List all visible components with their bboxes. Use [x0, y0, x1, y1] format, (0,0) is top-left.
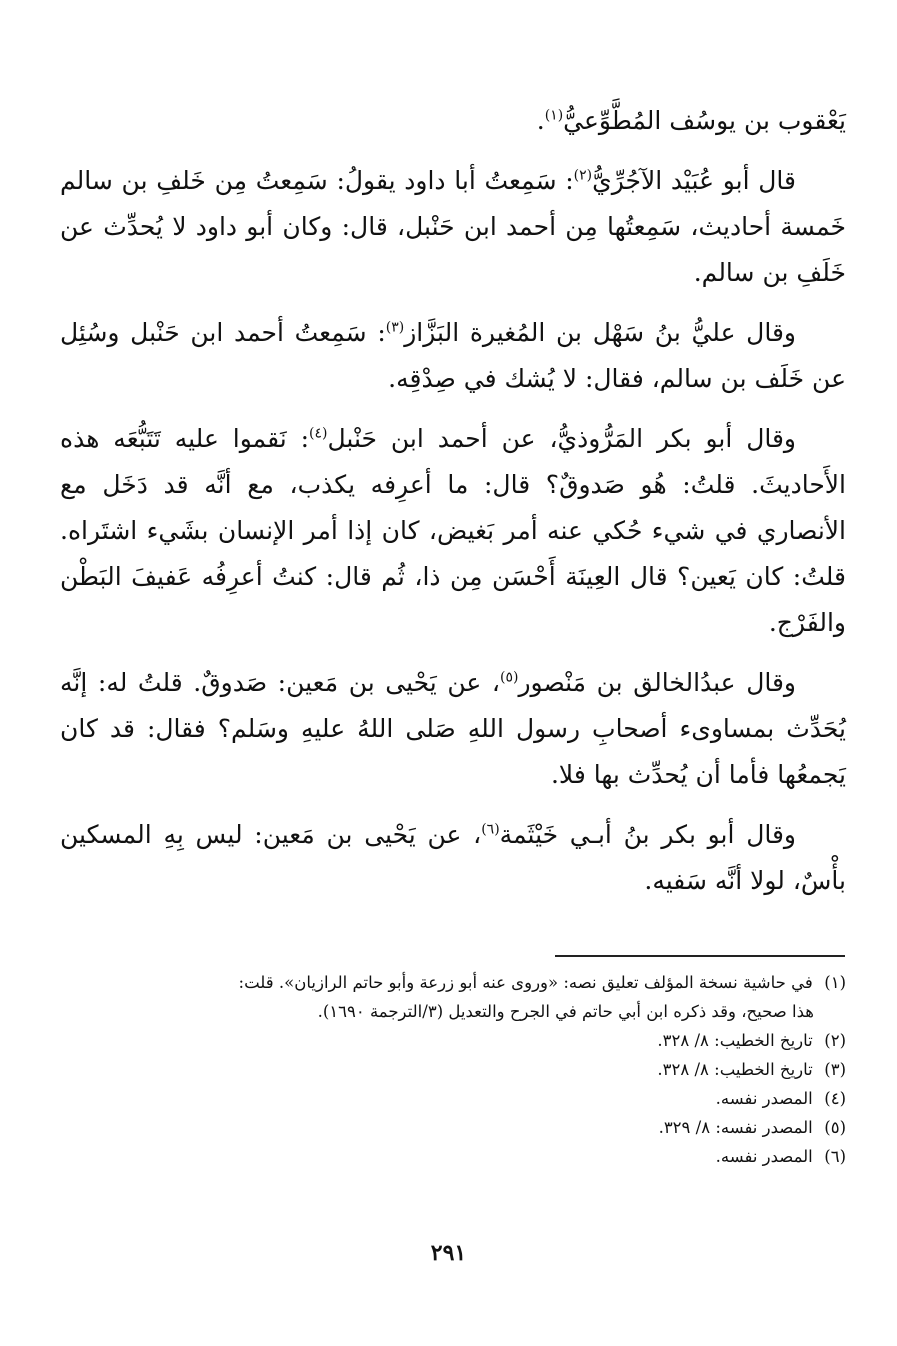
- footnote-1-continuation: [60, 997, 846, 1026]
- footnote-separator: [555, 955, 845, 957]
- footnote-4-text: المصدر نفسه.: [715, 1089, 813, 1108]
- footnote-4-number: (٤): [824, 1089, 846, 1108]
- footnote-4: [60, 1084, 846, 1113]
- footnote-6-number: (٦): [824, 1147, 846, 1166]
- footnote-ref-5: (٥): [499, 669, 519, 686]
- paragraph-2: [60, 158, 846, 296]
- main-text: [60, 98, 846, 904]
- footnote-5-text: المصدر نفسه: ٨/ ٣٢٩.: [658, 1118, 813, 1137]
- paragraph-3: [60, 310, 846, 402]
- paragraph-1-end: .: [536, 106, 545, 135]
- footnotes: [60, 968, 846, 1171]
- paragraph-4: [60, 416, 846, 646]
- paragraph-6: [60, 812, 846, 904]
- page-number: ٢٩١: [430, 1240, 467, 1266]
- footnote-1-text-line-1: في حاشية نسخة المؤلف تعليق نصه: «وروى عنه أبو زرعة وأبو حاتم الرازيان». قلت:: [238, 973, 813, 992]
- paragraph-3-lead: وقال عليُّ بنُ سَهْل بن المُغيرة البَزَّاز: [404, 318, 796, 347]
- footnote-ref-4: (٤): [309, 425, 328, 442]
- footnote-6: [60, 1142, 846, 1171]
- paragraph-2-body: : سَمِعتُ أبا داود يقولُ: سَمِعتُ مِن خَلفِ بن سالم خَمسة أحاديث، سَمِعتُها مِن أحمد ابن حَنْبل، قال: وكان أبو داود لا يُحدِّث عن خَلَفِ بن سالم.: [60, 166, 846, 287]
- footnote-ref-1: (١): [544, 107, 564, 124]
- paragraph-2-lead: قال أبو عُبَيْد الآجُرِّيُّ: [592, 166, 796, 195]
- paragraph-6-lead: وقال أبو بكر بنُ أبـي خَيْثَمة: [499, 820, 796, 849]
- paragraph-5-lead: وقال عبدُالخالق بن مَنْصور: [518, 668, 796, 697]
- footnote-1-number: (١): [824, 973, 846, 992]
- paragraph-1: [60, 98, 846, 144]
- footnote-5-number: (٥): [824, 1118, 846, 1137]
- footnote-3-number: (٣): [824, 1060, 846, 1079]
- footnote-5: [60, 1113, 846, 1142]
- paragraph-5: [60, 660, 846, 798]
- footnote-ref-3: (٣): [385, 319, 405, 336]
- footnote-1-text-line-2: هذا صحيح، وقد ذكره ابن أبي حاتم في الجرح والتعديل (٣/الترجمة ١٦٩٠).: [317, 1002, 814, 1021]
- footnote-2: [60, 1026, 846, 1055]
- footnote-1: [60, 968, 846, 997]
- footnote-2-number: (٢): [824, 1031, 846, 1050]
- paragraph-3-body: : سَمِعتُ أحمد ابن حَنْبل وسُئِل عن خَلَف بن سالم، فقال: لا يُشك في صِدْقِه.: [60, 318, 846, 393]
- footnote-2-text: تاريخ الخطيب: ٨/ ٣٢٨.: [657, 1031, 813, 1050]
- footnote-3-text: تاريخ الخطيب: ٨/ ٣٢٨.: [657, 1060, 813, 1079]
- paragraph-6-body: ، عن يَحْيى بن مَعين: ليس بِهِ المسكين بأْسٌ، لولا أنَّه سَفيه.: [60, 820, 846, 895]
- paragraph-4-lead: وقال أبو بكر المَرُّوذيُّ، عن أحمد ابن حَنْبل: [327, 424, 797, 453]
- footnote-ref-6: (٦): [481, 821, 500, 838]
- paragraph-5-body: ، عن يَحْيى بن مَعين: صَدوقٌ. قلتُ له: إنَّه يُحَدِّث بمساوىء أصحابِ رسول اللهِ صَلى اللهُ عليهِ وسَلم؟ فقال: قد كان يَجمعُها فأما أن يُحدِّث بها فلا.: [60, 668, 846, 789]
- footnote-3: [60, 1055, 846, 1084]
- paragraph-1-text: يَعْقوب بن يوسُف المُطَّوِّعيُّ: [563, 106, 846, 135]
- footnote-6-text: المصدر نفسه.: [715, 1147, 813, 1166]
- footnote-ref-2: (٢): [573, 167, 593, 184]
- paragraph-4-body: : نَقموا عليه تَتَبُّعَه هذه الأَحاديثَ. قلتُ: هُو صَدوقٌ؟ قال: ما أعرِفه يكذب، مع أنَّه قد دَخَل مع الأنصاري في شيء حُكي عنه أمر بَغيض، كان إذا أمر الإنسان بشَيء اشتَراه. قلتُ: كان يَعين؟ قال العِينَة أَحْسَن مِن ذا، ثُم قال: كنتُ أعرِفُه عَفيفَ البَطْن والفَرْج.: [60, 424, 846, 637]
